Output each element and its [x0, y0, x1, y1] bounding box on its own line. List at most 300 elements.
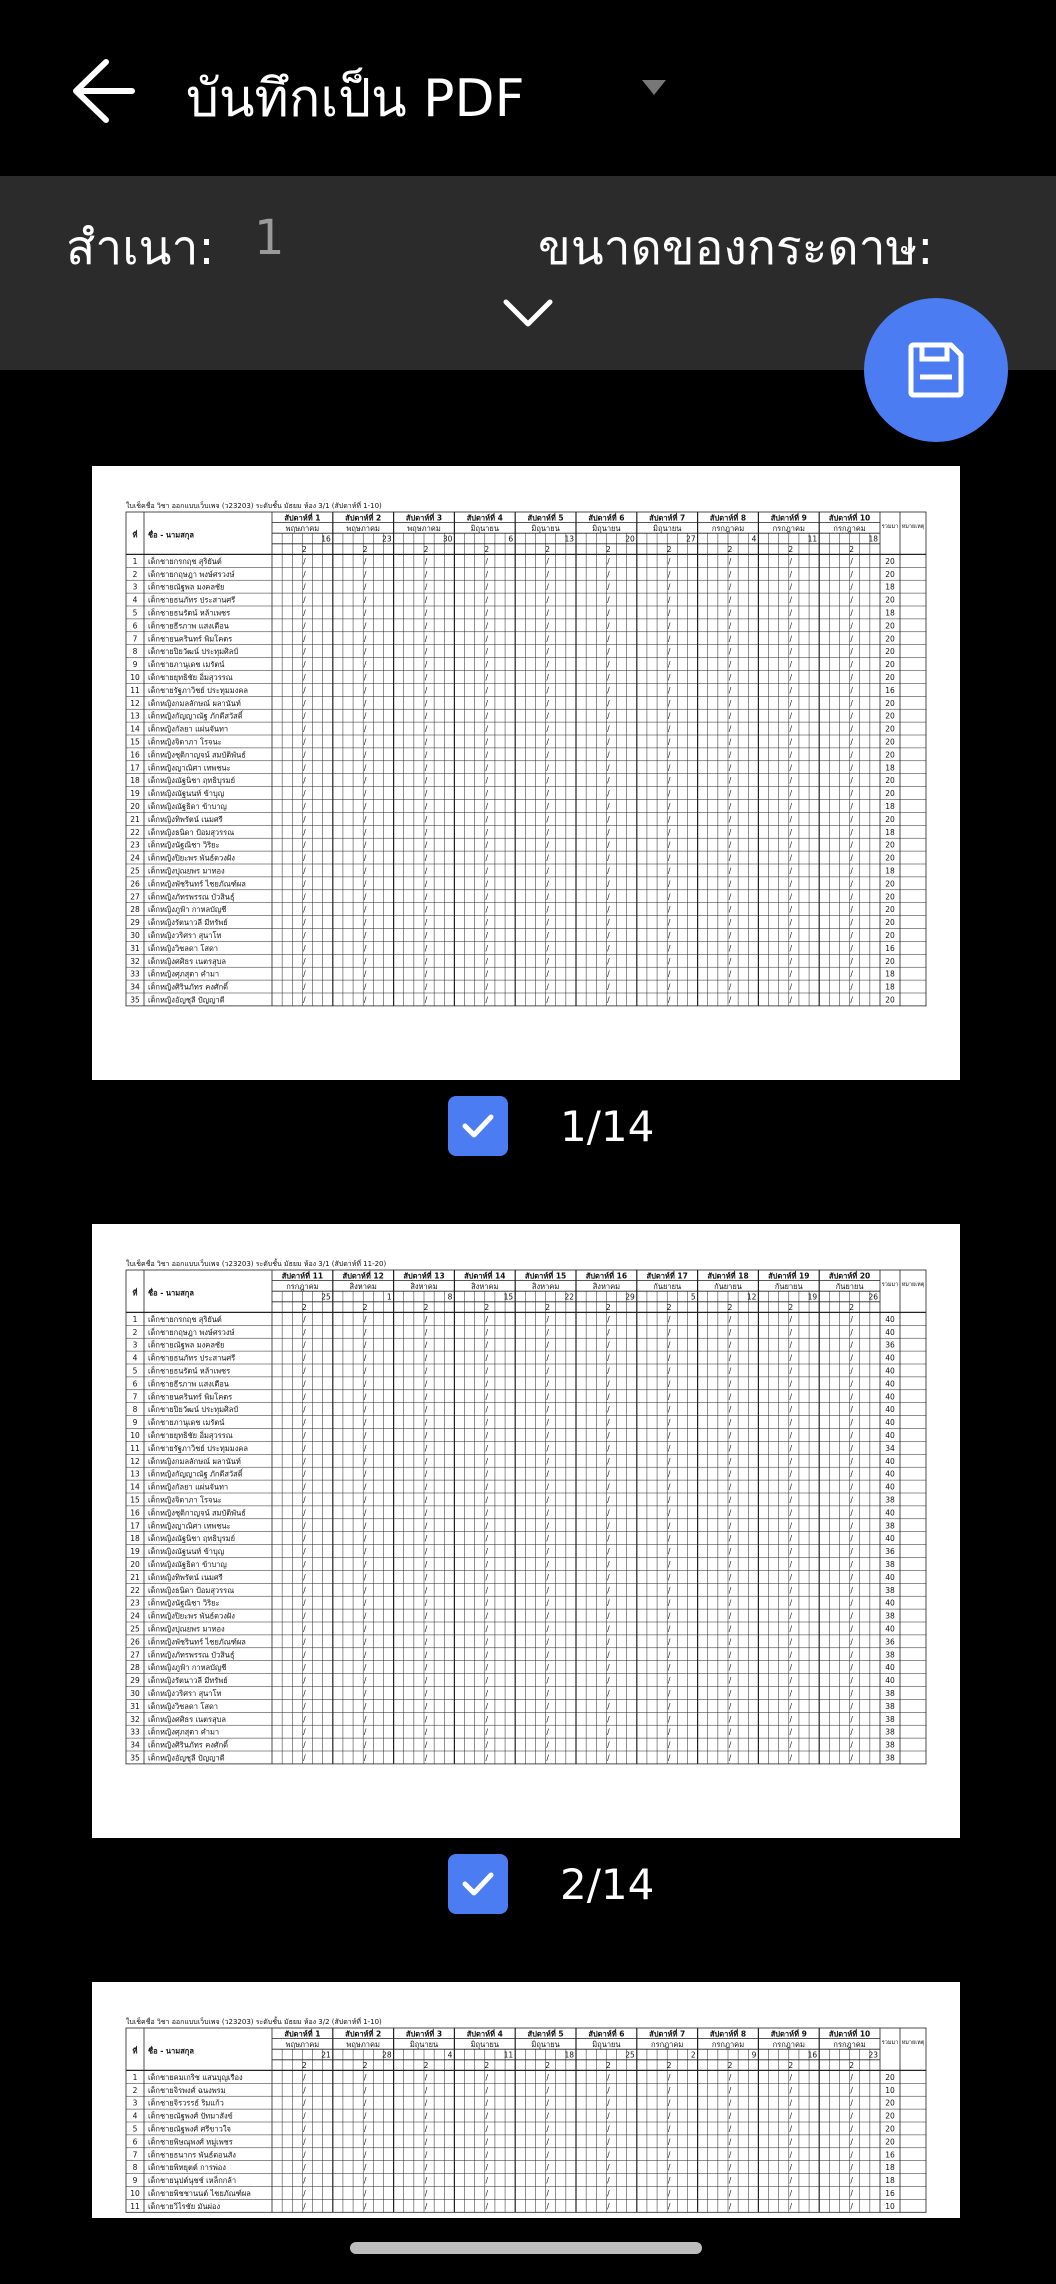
attendance-mark: / [728, 1482, 732, 1492]
student-name: เด็กชายคมเกริช แสนบุญเรือง [148, 2072, 243, 2082]
week-header: สัปดาห์ที่ 12 [342, 1271, 384, 1281]
attendance-mark: / [850, 982, 853, 992]
attendance-mark: / [789, 608, 793, 618]
attendance-mark: / [789, 1495, 793, 1505]
attendance-mark: / [363, 2085, 367, 2095]
row-number: 23 [130, 840, 140, 850]
attendance-mark: / [667, 634, 671, 644]
attendance-mark: / [607, 802, 610, 812]
month-header: กันยายน [774, 1281, 803, 1291]
attendance-mark: / [546, 673, 549, 683]
attendance-mark: / [546, 1418, 549, 1428]
week-header: สัปดาห์ที่ 6 [588, 513, 625, 523]
row-total: 20 [885, 814, 895, 824]
student-name: เด็กหญิงทิพรัตน์ เนมศรี [148, 1572, 223, 1582]
row-number: 21 [130, 1572, 140, 1582]
attendance-mark: / [667, 1560, 671, 1570]
attendance-mark: / [424, 1753, 428, 1763]
attendance-mark: / [363, 711, 367, 721]
attendance-mark: / [363, 853, 367, 863]
attendance-mark: / [728, 1534, 732, 1544]
student-name: เด็กชายวิไรชัย มันผ่อง [148, 2201, 221, 2211]
row-number: 7 [132, 2150, 138, 2160]
student-name: เด็กหญิงพัชรินทร์ ไชยภัณฑ์ผล [148, 879, 246, 889]
student-name: เด็กชายกฤษฎา พงษ์ศรวงษ์ [148, 569, 235, 579]
attendance-mark: / [728, 685, 732, 695]
attendance-mark: / [850, 840, 853, 850]
attendance-mark: / [363, 931, 367, 941]
attendance-mark: / [303, 1689, 306, 1699]
student-name: เด็กชายกรกฤช สุริยันต์ [148, 556, 222, 566]
page-checkbox[interactable] [448, 1854, 508, 1914]
attendance-mark: / [728, 789, 732, 799]
attendance-mark: / [850, 2176, 853, 2186]
attendance-mark: / [424, 1547, 428, 1557]
page-preview[interactable] [92, 466, 960, 1080]
attendance-mark: / [424, 802, 428, 812]
date-header: 16 [807, 2050, 818, 2060]
attendance-mark: / [485, 1547, 489, 1557]
attendance-mark: / [667, 1585, 671, 1595]
attendance-mark: / [789, 1327, 793, 1337]
month-header: สิงหาคม [592, 1281, 621, 1291]
attendance-mark: / [607, 1495, 610, 1505]
attendance-mark: / [607, 1314, 610, 1324]
student-name: เด็กหญิงอัญชุลี ปัญญาดี [148, 1753, 225, 1763]
attendance-mark: / [667, 789, 671, 799]
hours-header: 2 [849, 545, 854, 555]
week-header: สัปดาห์ที่ 4 [466, 2029, 503, 2039]
attendance-mark: / [728, 2201, 732, 2211]
student-name: เด็กชายธีรภาพ แสงเดือน [148, 1379, 229, 1389]
attendance-mark: / [363, 569, 367, 579]
attendance-mark: / [424, 556, 428, 566]
student-name: เด็กชายพิษณุพงศ์ หมู่เพชร [148, 2137, 233, 2147]
attendance-mark: / [728, 2137, 732, 2147]
attendance-mark: / [789, 1418, 793, 1428]
page-selector [448, 1096, 654, 1156]
attendance-mark: / [546, 608, 549, 618]
attendance-mark: / [485, 802, 489, 812]
attendance-mark: / [667, 1482, 671, 1492]
hours-header: 2 [727, 2061, 733, 2071]
week-header: สัปดาห์ที่ 2 [345, 2029, 382, 2039]
date-header: 1 [386, 1292, 392, 1302]
attendance-mark: / [303, 969, 306, 979]
attendance-mark: / [850, 1456, 853, 1466]
attendance-mark: / [850, 2098, 853, 2108]
attendance-mark: / [667, 724, 671, 734]
attendance-mark: / [424, 827, 428, 837]
attendance-mark: / [303, 1727, 306, 1737]
student-name: เด็กหญิงจิดาภา โรจนะ [148, 737, 222, 747]
attendance-mark: / [303, 1701, 306, 1711]
attendance-mark: / [789, 621, 793, 631]
attendance-mark: / [363, 2072, 367, 2082]
attendance-mark: / [546, 1508, 549, 1518]
page-checkbox[interactable] [448, 1096, 508, 1156]
attendance-mark: / [607, 1637, 610, 1647]
attendance-mark: / [485, 1585, 489, 1595]
attendance-mark: / [850, 969, 853, 979]
attendance-mark: / [546, 1598, 549, 1608]
attendance-mark: / [485, 1521, 489, 1531]
attendance-mark: / [485, 1611, 489, 1621]
attendance-mark: / [363, 2098, 367, 2108]
row-number: 28 [130, 905, 140, 915]
attendance-mark: / [485, 879, 489, 889]
attendance-mark: / [546, 711, 549, 721]
attendance-mark: / [607, 2111, 610, 2121]
row-number: 22 [130, 1585, 140, 1595]
attendance-mark: / [850, 1418, 853, 1428]
attendance-mark: / [728, 1714, 732, 1724]
attendance-mark: / [546, 1585, 549, 1595]
attendance-mark: / [303, 1366, 306, 1376]
row-number: 12 [130, 698, 140, 708]
col-header-remark: หมายเหตุ [901, 2039, 925, 2046]
attendance-mark: / [485, 1572, 489, 1582]
attendance-mark: / [363, 1353, 367, 1363]
attendance-mark: / [485, 2124, 489, 2134]
attendance-mark: / [667, 2085, 671, 2095]
attendance-mark: / [850, 569, 853, 579]
attendance-mark: / [546, 879, 549, 889]
attendance-mark: / [303, 827, 306, 837]
attendance-mark: / [485, 1753, 489, 1763]
row-number: 1 [132, 1314, 138, 1324]
attendance-mark: / [850, 827, 853, 837]
student-name: เด็กชายภานุเดช เมรัตน์ [148, 1418, 225, 1428]
hours-header: 2 [362, 1303, 368, 1313]
row-total: 20 [885, 789, 895, 799]
attendance-mark: / [424, 582, 428, 592]
attendance-mark: / [850, 1327, 853, 1337]
attendance-mark: / [607, 2137, 610, 2147]
attendance-mark: / [424, 569, 428, 579]
attendance-mark: / [546, 982, 549, 992]
attendance-mark: / [485, 621, 489, 631]
attendance-mark: / [789, 1689, 793, 1699]
attendance-mark: / [728, 1650, 732, 1660]
attendance-mark: / [303, 1521, 306, 1531]
attendance-mark: / [850, 2111, 853, 2121]
attendance-mark: / [363, 634, 367, 644]
attendance-mark: / [728, 737, 732, 747]
attendance-mark: / [607, 724, 610, 734]
attendance-mark: / [667, 2163, 671, 2173]
attendance-mark: / [789, 582, 793, 592]
attendance-mark: / [363, 698, 367, 708]
date-header: 27 [686, 534, 696, 544]
attendance-mark: / [424, 1327, 428, 1337]
attendance-mark: / [728, 905, 732, 915]
attendance-mark: / [363, 1740, 367, 1750]
attendance-mark: / [485, 582, 489, 592]
attendance-mark: / [728, 2098, 732, 2108]
month-header: พฤษภาคม [346, 2039, 380, 2049]
attendance-mark: / [850, 1689, 853, 1699]
attendance-mark: / [485, 2189, 489, 2199]
row-total: 20 [885, 2137, 895, 2147]
attendance-mark: / [728, 1585, 732, 1595]
attendance-mark: / [303, 2098, 306, 2108]
row-number: 11 [130, 1443, 140, 1453]
month-header: กรกฎาคม [711, 2039, 745, 2049]
attendance-mark: / [850, 995, 853, 1005]
attendance-mark: / [303, 1495, 306, 1505]
attendance-mark: / [424, 1611, 428, 1621]
month-header: มิถุนายน [470, 2039, 499, 2049]
attendance-mark: / [485, 1469, 489, 1479]
attendance-mark: / [485, 711, 489, 721]
attendance-mark: / [850, 1443, 853, 1453]
page-preview[interactable] [92, 1982, 960, 2218]
attendance-mark: / [363, 776, 367, 786]
attendance-mark: / [485, 814, 489, 824]
attendance-mark: / [485, 1495, 489, 1505]
attendance-mark: / [728, 2176, 732, 2186]
student-name: เด็กชายรัฐภาวิชย์ ประทุมมงคล [148, 685, 248, 695]
student-name: เด็กหญิงศุภสุตา คำมา [148, 1727, 220, 1737]
student-name: เด็กหญิงภัทรพรรณ บัวสินธุ์ [148, 1650, 235, 1660]
attendance-mark: / [546, 1547, 549, 1557]
week-header: สัปดาห์ที่ 8 [709, 513, 747, 523]
student-name: เด็กชายนครินทร์ พิมโคตร [148, 1392, 233, 1402]
attendance-mark: / [667, 2072, 671, 2082]
attendance-mark: / [850, 1727, 853, 1737]
month-header: กรกฎาคม [711, 523, 745, 533]
date-header: 15 [503, 1292, 514, 1302]
attendance-mark: / [424, 1366, 428, 1376]
row-total: 40 [885, 1572, 895, 1582]
chevron-down-icon [500, 296, 556, 330]
attendance-mark: / [546, 569, 549, 579]
row-total: 40 [885, 1314, 895, 1324]
attendance-mark: / [424, 1379, 428, 1389]
row-total: 18 [885, 608, 895, 618]
attendance-mark: / [303, 1611, 306, 1621]
attendance-mark: / [303, 918, 306, 928]
attendance-mark: / [546, 866, 549, 876]
attendance-mark: / [850, 1353, 853, 1363]
month-header: พฤษภาคม [285, 2039, 320, 2049]
attendance-mark: / [607, 1572, 610, 1582]
attendance-mark: / [607, 2072, 610, 2082]
attendance-mark: / [485, 660, 489, 670]
attendance-mark: / [789, 2124, 793, 2134]
attendance-mark: / [789, 1392, 793, 1402]
attendance-mark: / [485, 1508, 489, 1518]
attendance-mark: / [546, 1314, 549, 1324]
attendance-mark: / [850, 1753, 853, 1763]
attendance-mark: / [363, 969, 367, 979]
attendance-mark: / [789, 673, 793, 683]
student-name: เด็กชายปิยวัฒน์ ประทุมศิลป์ [148, 1405, 239, 1415]
attendance-mark: / [363, 1585, 367, 1595]
attendance-mark: / [789, 1508, 793, 1518]
row-total: 20 [885, 2098, 895, 2108]
attendance-mark: / [424, 2098, 428, 2108]
copies-input[interactable]: 1 [254, 210, 285, 266]
attendance-mark: / [485, 892, 489, 902]
attendance-mark: / [667, 943, 671, 953]
attendance-mark: / [728, 569, 732, 579]
attendance-mark: / [850, 750, 853, 760]
attendance-mark: / [607, 1431, 610, 1441]
attendance-mark: / [303, 2072, 306, 2082]
attendance-mark: / [485, 634, 489, 644]
student-name: เด็กหญิงภูฟ้า กาหลบัญชี [148, 905, 227, 915]
attendance-mark: / [424, 1663, 428, 1673]
attendance-mark: / [363, 673, 367, 683]
attendance-mark: / [485, 969, 489, 979]
row-total: 16 [885, 943, 895, 953]
attendance-mark: / [728, 595, 732, 605]
attendance-mark: / [424, 1469, 428, 1479]
date-header: 25 [625, 2050, 635, 2060]
attendance-mark: / [789, 2150, 793, 2160]
attendance-mark: / [667, 1689, 671, 1699]
attendance-mark: / [850, 1521, 853, 1531]
row-total: 16 [885, 2150, 895, 2160]
attendance-mark: / [424, 1676, 428, 1686]
row-number: 22 [130, 827, 140, 837]
attendance-mark: / [303, 1456, 306, 1466]
row-number: 35 [130, 995, 140, 1005]
attendance-mark: / [850, 2163, 853, 2173]
attendance-mark: / [850, 1663, 853, 1673]
attendance-mark: / [850, 2124, 853, 2134]
attendance-mark: / [363, 1572, 367, 1582]
expand-options-button[interactable] [500, 296, 556, 330]
attendance-mark: / [789, 2137, 793, 2147]
attendance-mark: / [607, 918, 610, 928]
attendance-mark: / [789, 711, 793, 721]
attendance-mark: / [667, 1534, 671, 1544]
attendance-mark: / [424, 814, 428, 824]
attendance-mark: / [607, 1327, 610, 1337]
attendance-mark: / [546, 905, 549, 915]
row-total: 40 [885, 1366, 895, 1376]
attendance-mark: / [850, 1482, 853, 1492]
attendance-mark: / [363, 1508, 367, 1518]
attendance-mark: / [667, 1431, 671, 1441]
attendance-mark: / [424, 905, 428, 915]
col-header-no: ที่ [132, 530, 138, 540]
row-number: 16 [130, 1508, 140, 1518]
attendance-mark: / [607, 879, 610, 889]
attendance-mark: / [728, 827, 732, 837]
attendance-mark: / [424, 840, 428, 850]
attendance-mark: / [303, 556, 306, 566]
attendance-mark: / [303, 1753, 306, 1763]
attendance-mark: / [546, 698, 549, 708]
hours-header: 2 [545, 1303, 550, 1313]
save-pdf-button[interactable] [864, 298, 1008, 442]
attendance-mark: / [667, 621, 671, 631]
week-header: สัปดาห์ที่ 3 [405, 2029, 443, 2039]
attendance-mark: / [424, 1456, 428, 1466]
attendance-mark: / [303, 1547, 306, 1557]
attendance-mark: / [607, 827, 610, 837]
month-header: สิงหาคม [410, 1281, 438, 1291]
attendance-mark: / [789, 1482, 793, 1492]
row-number: 13 [130, 1469, 140, 1479]
row-number: 10 [130, 1431, 140, 1441]
attendance-mark: / [485, 1598, 489, 1608]
attendance-mark: / [485, 1624, 489, 1634]
attendance-mark: / [667, 1379, 671, 1389]
attendance-mark: / [789, 789, 793, 799]
attendance-mark: / [546, 2163, 549, 2173]
row-total: 40 [885, 1418, 895, 1428]
attendance-mark: / [546, 1560, 549, 1570]
attendance-mark: / [850, 1598, 853, 1608]
row-total: 18 [885, 2176, 895, 2186]
attendance-mark: / [485, 1431, 489, 1441]
week-header: สัปดาห์ที่ 8 [709, 2029, 747, 2039]
attendance-mark: / [850, 2072, 853, 2082]
triangle-down-icon[interactable] [642, 80, 666, 95]
attendance-mark: / [667, 905, 671, 915]
attendance-mark: / [424, 673, 428, 683]
attendance-mark: / [303, 1314, 306, 1324]
col-header-name: ชื่อ - นามสกุล [148, 1288, 194, 1298]
attendance-mark: / [546, 1572, 549, 1582]
attendance-mark: / [667, 1405, 671, 1415]
attendance-mark: / [789, 660, 793, 670]
attendance-mark: / [303, 1637, 306, 1647]
date-header: 23 [382, 534, 392, 544]
attendance-mark: / [485, 1366, 489, 1376]
attendance-mark: / [728, 969, 732, 979]
attendance-mark: / [485, 853, 489, 863]
attendance-mark: / [424, 918, 428, 928]
attendance-mark: / [363, 1495, 367, 1505]
attendance-mark: / [607, 840, 610, 850]
attendance-mark: / [728, 2085, 732, 2095]
attendance-mark: / [728, 776, 732, 786]
attendance-mark: / [667, 814, 671, 824]
attendance-mark: / [424, 698, 428, 708]
attendance-mark: / [667, 1418, 671, 1428]
attendance-mark: / [728, 1508, 732, 1518]
page-preview[interactable] [92, 1224, 960, 1838]
attendance-mark: / [607, 776, 610, 786]
attendance-mark: / [667, 1714, 671, 1724]
student-name: เด็กหญิงธนิดา ป้อมสุวรรณ [148, 1585, 235, 1595]
attendance-mark: / [485, 827, 489, 837]
back-button[interactable] [66, 56, 146, 126]
attendance-mark: / [850, 2201, 853, 2211]
attendance-mark: / [485, 2111, 489, 2121]
col-header-name: ชื่อ - นามสกุล [148, 530, 194, 540]
attendance-mark: / [667, 1443, 671, 1453]
attendance-mark: / [789, 569, 793, 579]
printer-select-label[interactable]: บันทึกเป็น PDF [186, 69, 525, 129]
attendance-mark: / [728, 673, 732, 683]
attendance-mark: / [607, 1740, 610, 1750]
month-header: กรกฎาคม [772, 2039, 805, 2049]
attendance-mark: / [607, 711, 610, 721]
month-header: สิงหาคม [531, 1281, 560, 1291]
week-header: สัปดาห์ที่ 14 [464, 1271, 506, 1281]
attendance-mark: / [667, 1598, 671, 1608]
attendance-mark: / [546, 995, 549, 1005]
row-number: 15 [130, 737, 140, 747]
row-total: 20 [885, 724, 895, 734]
